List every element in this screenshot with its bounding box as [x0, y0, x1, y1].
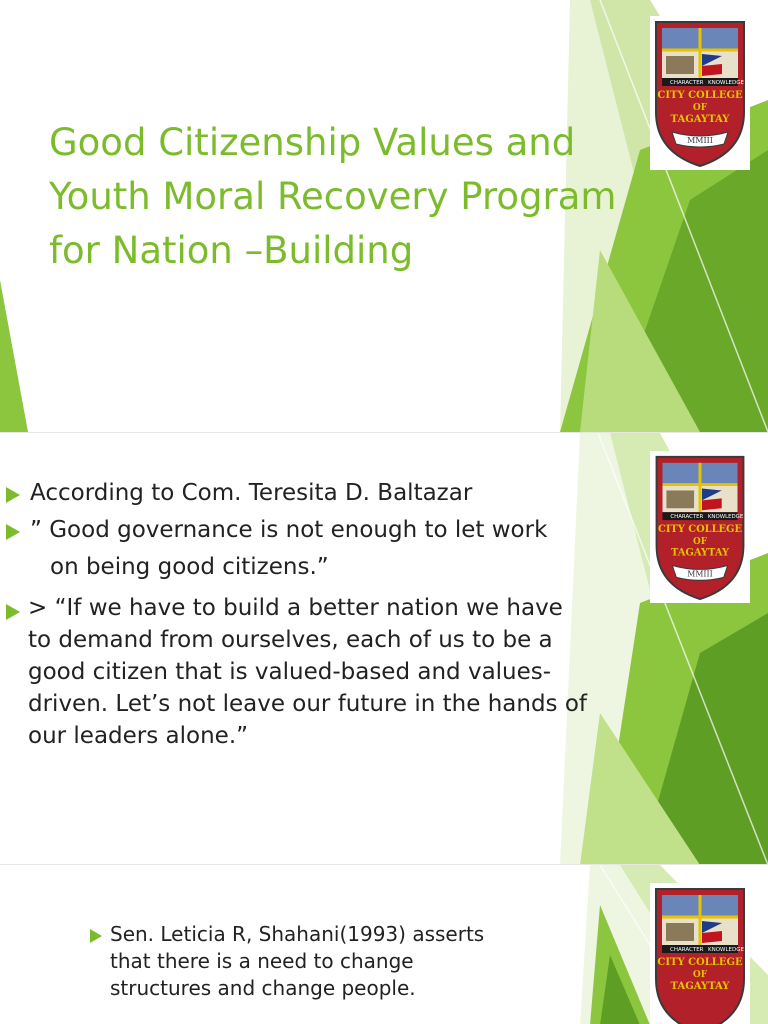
bullet-text: ” Good governance is not enough to let work: [30, 517, 548, 543]
svg-text:CHARACTER: CHARACTER: [670, 80, 704, 86]
bullet-item-2: [6, 512, 666, 586]
bullet-item-3: [6, 592, 666, 752]
svg-text:MMIII: MMIII: [687, 136, 713, 145]
college-seal-logo: [650, 883, 750, 1024]
svg-text:OF: OF: [692, 536, 708, 547]
bullet-text-continuation: our leaders alone.”: [28, 723, 249, 749]
svg-text:OF: OF: [692, 970, 708, 980]
svg-text:CITY COLLEGE: CITY COLLEGE: [657, 957, 743, 968]
title-line-2: Youth Moral Recovery Program: [49, 175, 617, 218]
shield-icon: [650, 16, 750, 170]
svg-text:CHARACTER: CHARACTER: [670, 947, 704, 953]
bullet-text-continuation: on being good citizens.”: [50, 554, 329, 580]
bullet-text: > “If we have to build a better nation we have: [28, 595, 563, 621]
bullet-text-continuation: structures and change people.: [110, 976, 416, 1000]
svg-text:TAGAYTAY: TAGAYTAY: [670, 114, 730, 125]
bullet-text-continuation: to demand from ourselves, each of us to be a: [28, 627, 553, 653]
bullet-text: Sen. Leticia R, Shahani(1993) asserts: [110, 922, 485, 946]
svg-text:OF: OF: [692, 103, 708, 113]
slide-1-title: [0, 0, 768, 432]
svg-text:KNOWLEDGE: KNOWLEDGE: [707, 514, 744, 521]
svg-text:CHARACTER: CHARACTER: [670, 514, 704, 521]
svg-text:TAGAYTAY: TAGAYTAY: [670, 981, 730, 992]
slide-2-quote: [0, 432, 768, 864]
slide-title: [49, 116, 649, 278]
svg-text:KNOWLEDGE: KNOWLEDGE: [708, 947, 744, 953]
triangle-bullet-icon: [6, 487, 20, 503]
triangle-bullet-icon: [90, 929, 102, 943]
svg-text:CITY COLLEGE: CITY COLLEGE: [657, 523, 743, 535]
bullet-list: [90, 921, 630, 1002]
svg-text:KNOWLEDGE: KNOWLEDGE: [708, 80, 744, 86]
slide-3-shahani: [0, 864, 768, 1024]
triangle-bullet-icon: [6, 604, 20, 620]
bullet-item-1: [6, 475, 666, 512]
svg-text:CITY COLLEGE: CITY COLLEGE: [657, 90, 743, 101]
bullet-text-continuation: driven. Let’s not leave our future in the hands of: [28, 691, 588, 717]
bullet-text-continuation: good citizen that is valued-based and values-: [28, 659, 552, 685]
bullet-text-continuation: that there is a need to change: [110, 949, 414, 973]
college-seal-logo: [650, 16, 750, 170]
svg-text:MMIII: MMIII: [687, 569, 713, 579]
shield-icon: [650, 883, 750, 1024]
bullet-text: According to Com. Teresita D. Baltazar: [30, 480, 473, 506]
title-line-1: Good Citizenship Values and: [49, 121, 576, 164]
bullet-list: [6, 475, 666, 752]
bullet-item-1: [90, 921, 630, 1002]
triangle-bullet-icon: [6, 524, 20, 540]
svg-text:TAGAYTAY: TAGAYTAY: [670, 547, 730, 559]
title-line-3: for Nation –Building: [49, 229, 414, 272]
